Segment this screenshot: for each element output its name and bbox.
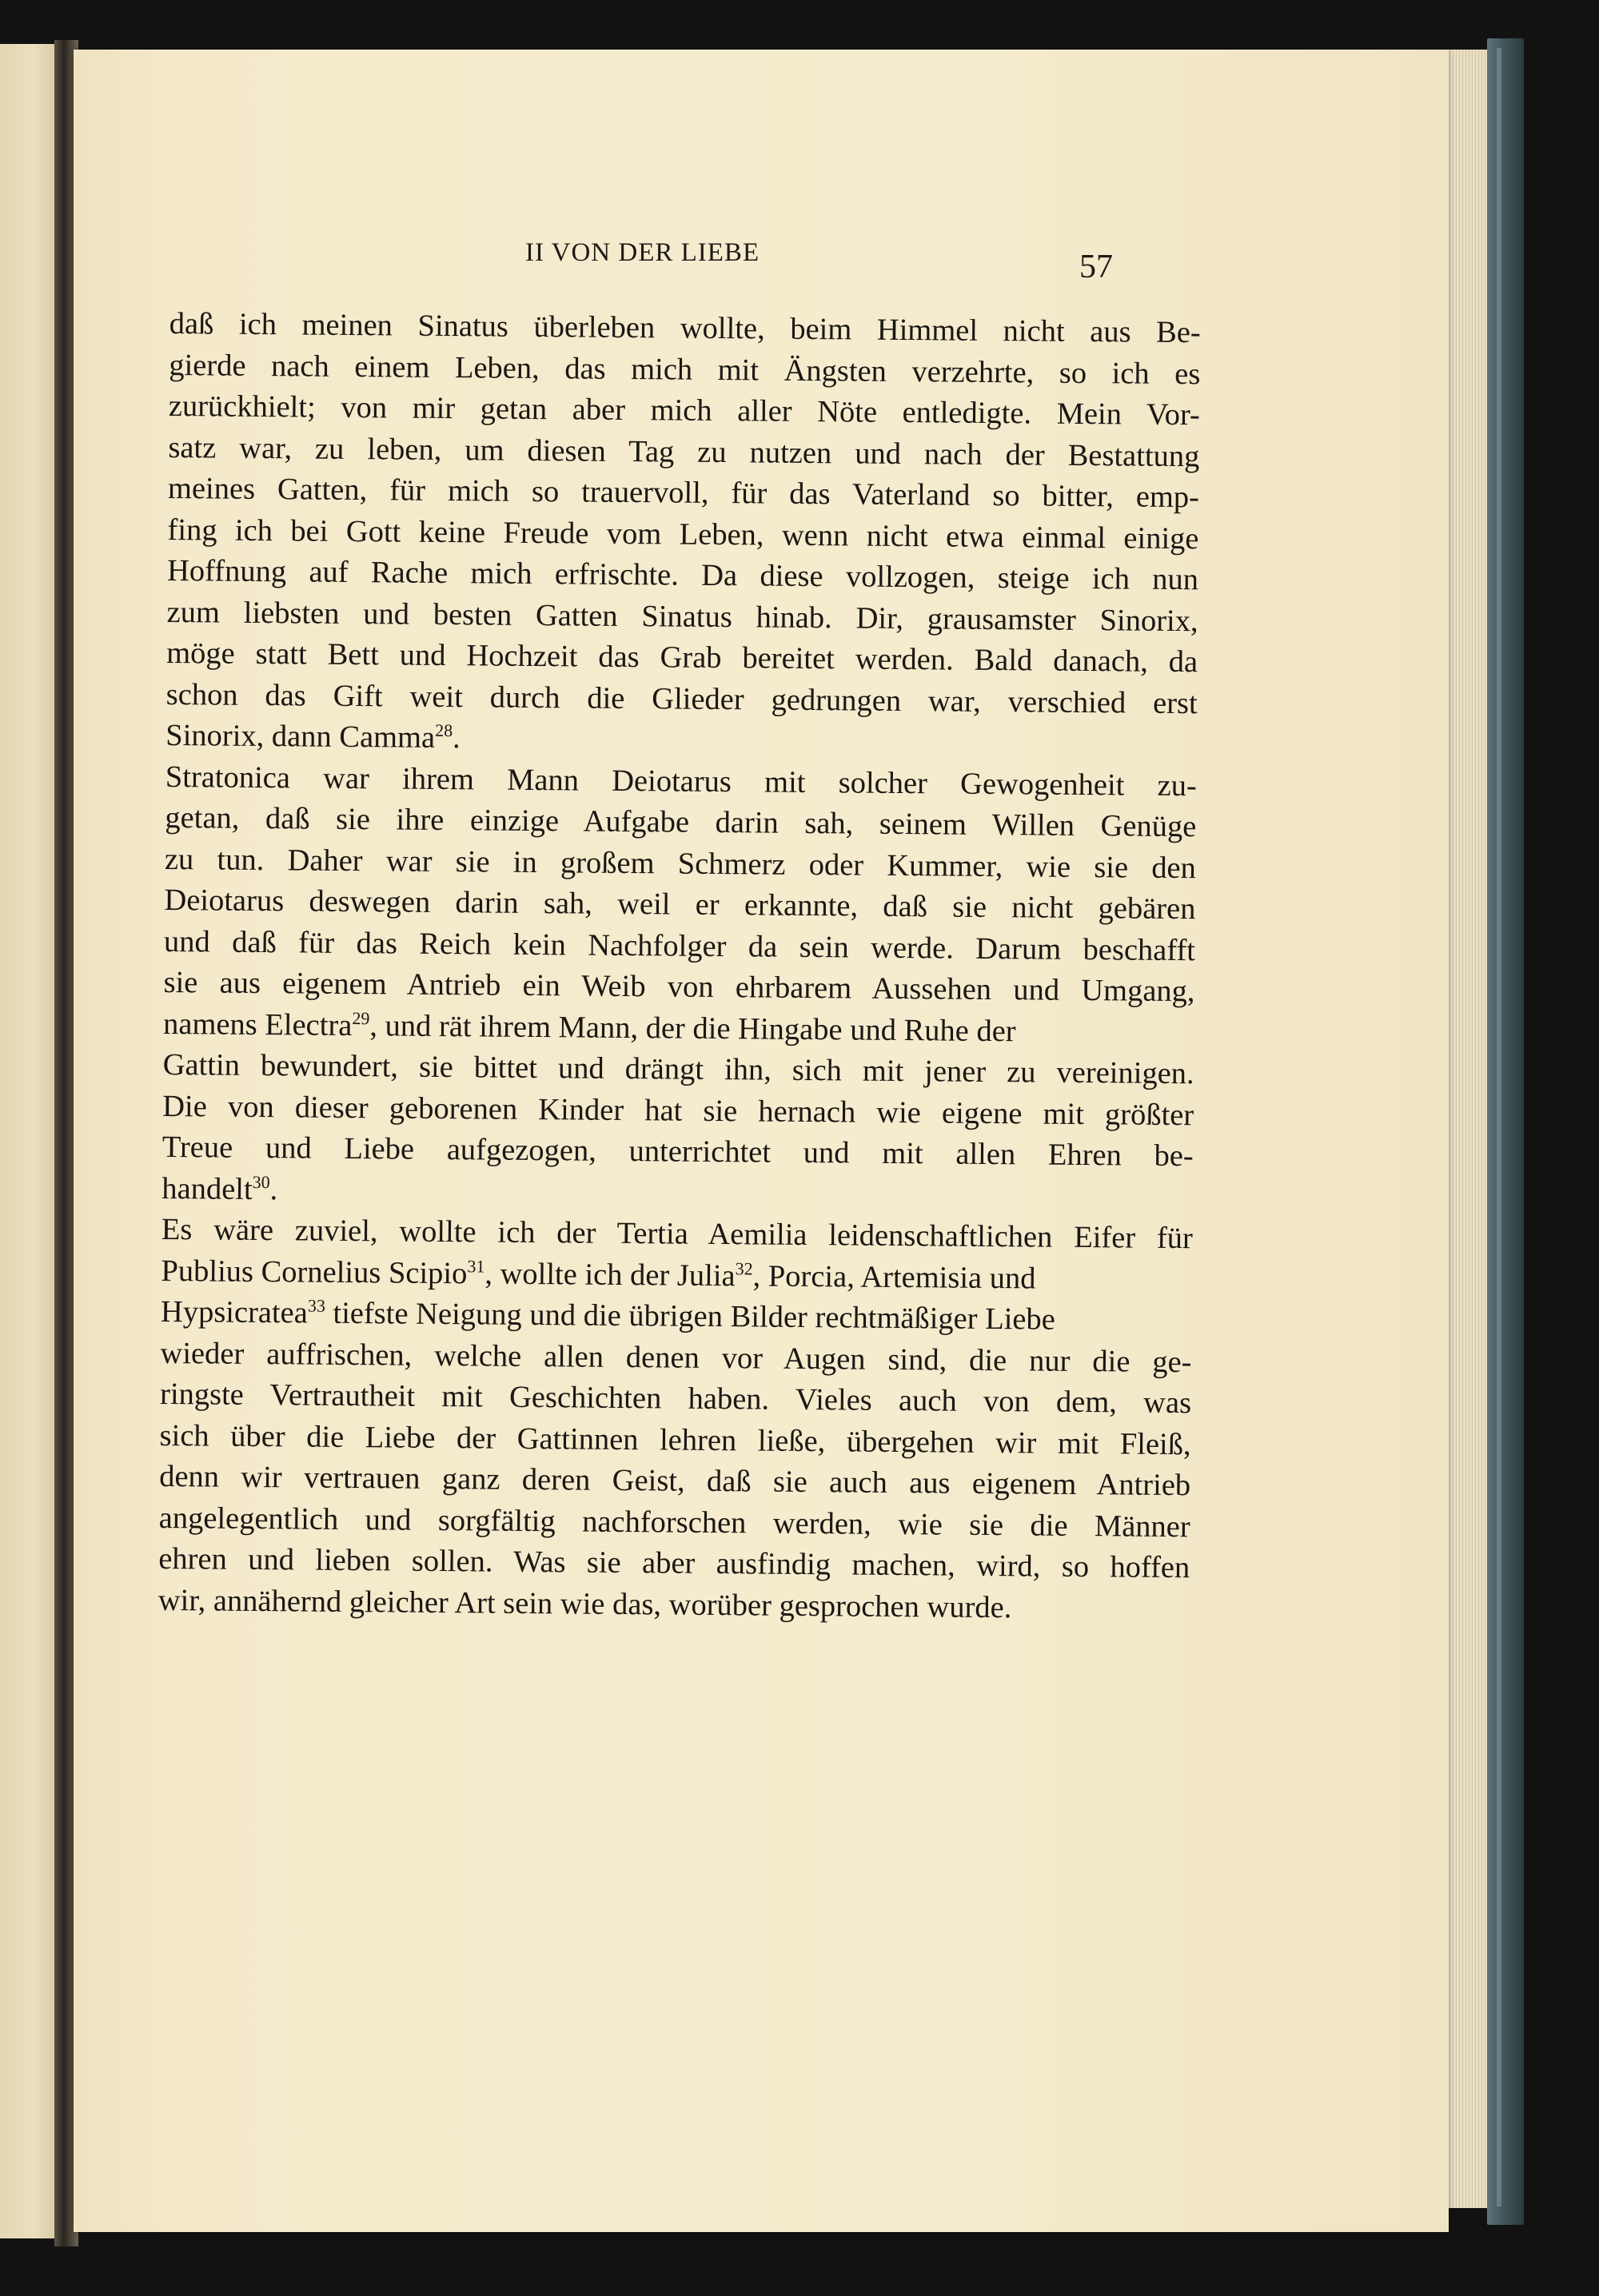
text-line: wir, annähernd gleicher Art sein wie das, worüber gesprochen wurde. xyxy=(158,1583,1012,1624)
text-line: wieder auffrischen, welche allen denen vor Augen sind, die nur die ge- xyxy=(160,1336,1192,1379)
text-line: sie aus eigenem Antrieb ein Weib von ehrbarem Aussehen und Umgang, xyxy=(163,965,1195,1009)
footnote-ref[interactable]: 29 xyxy=(352,1007,370,1028)
text-line: zum liebsten und besten Gatten Sinatus hinab. Dir, grausamster Sinorix, xyxy=(166,595,1198,638)
book-page xyxy=(74,50,1449,2232)
text-line: schon das Gift weit durch die Glieder gedrungen war, verschied erst xyxy=(165,677,1198,720)
text-line: daß ich meinen Sinatus überleben wollte, beim Himmel nicht aus Be- xyxy=(169,306,1201,350)
text-line: satz war, zu leben, um diesen Tag zu nutzen und nach der Bestattung xyxy=(168,430,1200,473)
text-line: Es wäre zuviel, wollte ich der Tertia Aemilia leidenschaftlichen Eifer für xyxy=(161,1212,1194,1256)
line-text: , und rät ihrem Mann, der die Hingabe und Ruhe der xyxy=(369,1008,1016,1048)
text-line: Hoffnung auf Rache mich erfrischte. Da diese vollzogen, steige ich nun xyxy=(166,553,1199,597)
running-head: II VON DER LIEBE xyxy=(525,238,760,267)
body-text xyxy=(158,304,1201,1630)
footnote-ref[interactable]: 31 xyxy=(467,1255,485,1276)
line-text: handelt xyxy=(161,1171,253,1206)
line-text: namens Electra xyxy=(162,1006,353,1042)
text-line: zurückhielt; von mir getan aber mich aller Nöte entledigte. Mein Vor- xyxy=(168,389,1201,432)
line-text: Publius Cornelius Scipio xyxy=(161,1254,468,1290)
footnote-ref[interactable]: 30 xyxy=(252,1171,270,1192)
line-text: Hypsicratea xyxy=(160,1294,309,1330)
text-line: Treue und Liebe aufgezogen, unterrichtet und mit allen Ehren be- xyxy=(161,1130,1194,1174)
cover-highlight xyxy=(1497,48,1501,2206)
text-line: getan, daß sie ihre einzige Aufgabe darin sah, seinem Willen Genüge xyxy=(165,800,1197,844)
text-line: meines Gatten, für mich so trauervoll, für das Vaterland so bitter, emp- xyxy=(167,471,1200,515)
text-line: sich über die Liebe der Gattinnen lehren ließe, übergehen wir mit Fleiß, xyxy=(159,1418,1191,1461)
text-line: ringste Vertrautheit mit Geschichten haben. Vieles auch von dem, was xyxy=(159,1377,1192,1421)
text-line: Stratonica war ihrem Mann Deiotarus mit solcher Gewogenheit zu- xyxy=(165,759,1197,803)
text-line: Die von dieser geborenen Kinder hat sie hernach wie eigene mit größter xyxy=(162,1089,1194,1132)
text-line: ehren und lieben sollen. Was sie aber ausfindig machen, wird, so hoffen xyxy=(158,1541,1190,1585)
text-line: zu tun. Daher war sie in großem Schmerz oder Kummer, wie sie den xyxy=(164,842,1197,885)
text-line: fing ich bei Gott keine Freude vom Leben, wenn nicht etwa einmal einige xyxy=(167,512,1199,556)
book-cover-edge xyxy=(1487,38,1524,2225)
line-text: . xyxy=(269,1172,278,1206)
line-text: , Porcia, Artemisia und xyxy=(752,1258,1036,1296)
text-line: angelegentlich und sorgfältig nachforschen werden, wie sie die Männer xyxy=(158,1501,1190,1544)
footnote-ref[interactable]: 28 xyxy=(435,719,453,741)
page-number: 57 xyxy=(1079,249,1113,285)
footnote-ref[interactable]: 32 xyxy=(735,1258,753,1278)
text-line: Deiotarus deswegen darin sah, weil er erkannte, daß sie nicht gebären xyxy=(164,883,1196,927)
text-line: und daß für das Reich kein Nachfolger da sein werde. Darum beschafft xyxy=(163,924,1196,967)
footnote-ref[interactable]: 33 xyxy=(307,1295,326,1316)
line-text: , wollte ich der Julia xyxy=(484,1256,736,1293)
text-line: denn wir vertrauen ganz deren Geist, daß sie auch aus eigenem Antrieb xyxy=(159,1459,1191,1503)
line-text: Sinorix, dann Camma xyxy=(165,718,436,755)
text-line: Gattin bewundert, sie bittet und drängt ihn, sich mit jener zu vereinigen. xyxy=(162,1047,1194,1091)
facing-page-edge xyxy=(0,44,56,2238)
text-line: gierde nach einem Leben, das mich mit Ängsten verzehrte, so ich es xyxy=(169,348,1201,391)
line-text: . xyxy=(452,721,461,755)
text-line: möge statt Bett und Hochzeit das Grab bereitet werden. Bald danach, da xyxy=(166,636,1198,680)
line-text: tiefste Neigung und die übrigen Bilder rechtmäßiger Liebe xyxy=(325,1296,1056,1337)
